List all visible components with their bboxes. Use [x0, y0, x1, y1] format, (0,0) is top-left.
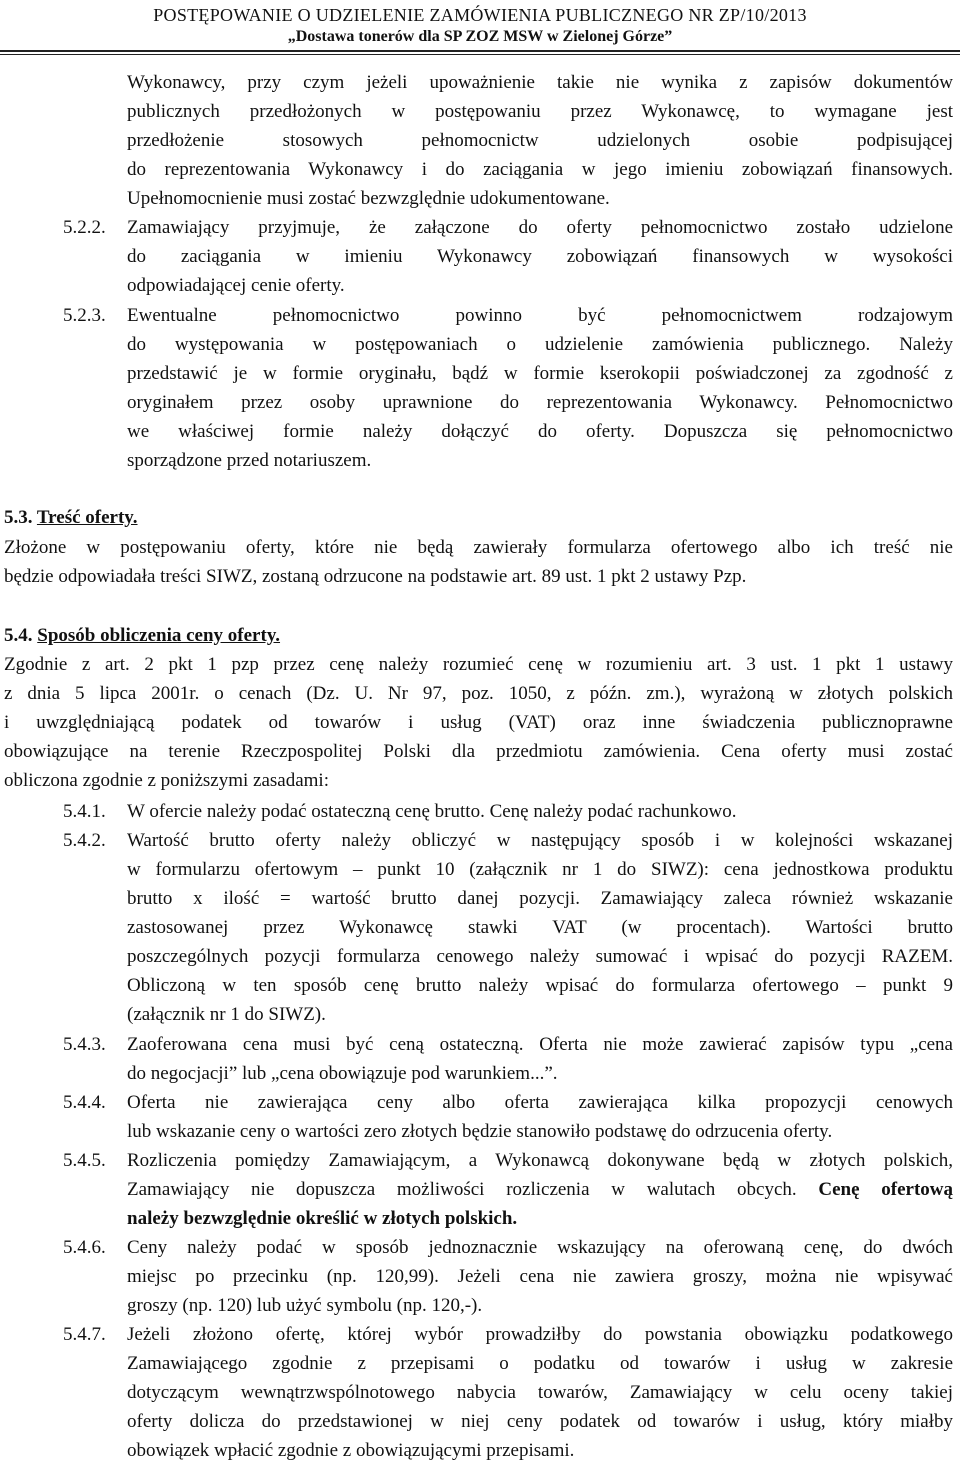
header-title: POSTĘPOWANIE O UDZIELENIE ZAMÓWIENIA PUBLICZNEGO NR ZP/10/2013 — [153, 5, 807, 25]
section-title: Treść oferty. — [36, 507, 138, 528]
section-5-4-1-text — [127, 797, 953, 826]
text-line: Zamawiającego zgodnie z przepisami o podatku od towarów i usług w zakresie — [127, 1353, 953, 1374]
section-5-4-2-text — [127, 826, 953, 1029]
section-title: Sposób obliczenia ceny oferty. — [37, 625, 281, 646]
header-subtitle: „Dostawa tonerów dla SP ZOZ MSW w Zielonej Górze” — [287, 28, 673, 45]
text-line: do negocjacji” lub „cena obowiązuje pod warunkiem...”. — [127, 1063, 558, 1084]
text-line: Ewentualne pełnomocnictwo powinno być pełnomocnictwem rodzajowym — [127, 305, 953, 326]
text-line: oryginałem przez osoby uprawnione do reprezentowania Wykonawcy. Pełnomocnictwo — [127, 392, 953, 413]
text-line: we właściwej formie należy dołączyć do oferty. Dopuszcza się pełnomocnictwo — [127, 421, 953, 442]
text-line: przedłożenie stosowych pełnomocnictw udzielonych osobie podpisującej — [127, 130, 953, 151]
section-number-5-2-3: 5.2.3. — [63, 305, 106, 326]
text-line: lub wskazanie ceny o wartości zero złotych będzie stanowiło podstawę do odrzucenia oferty. — [127, 1121, 833, 1142]
text-line: obowiązujące na terenie Rzeczpospolitej Polski dla przedmiotu zamówienia. Cena oferty musi zostać — [4, 741, 953, 762]
text-line: Jeżeli złożono ofertę, której wybór prowadziłby do powstania obowiązku podatkowego — [127, 1324, 953, 1345]
section-number-5-4-2: 5.4.2. — [63, 830, 106, 851]
text-emphasis: Cenę ofertową — [818, 1179, 953, 1200]
text-line: publicznych przedłożonych w postępowaniu przez Wykonawcę, to wymagane jest — [127, 101, 953, 122]
text-line: (załącznik nr 1 do SIWZ). — [127, 1004, 326, 1025]
section-5-4-text — [4, 650, 953, 795]
header-rule-thin — [0, 54, 960, 55]
text-line: miejsc po przecinku (np. 120,99). Jeżeli cena nie zawiera groszy, można nie wpisywać — [127, 1266, 953, 1287]
text-line — [127, 1175, 953, 1204]
text-normal: Zamawiający nie dopuszcza możliwości rozliczenia w walutach obcych. — [127, 1179, 797, 1200]
section-number-5-4-5: 5.4.5. — [63, 1150, 106, 1171]
section-number-5-4-3: 5.4.3. — [63, 1034, 106, 1055]
text-line: brutto x ilość = wartość brutto danej pozycji. Zamawiający zaleca również wskazanie — [127, 888, 953, 909]
section-5-4-6-text — [127, 1233, 953, 1320]
text-line: z dnia 5 lipca 2001r. o cenach (Dz. U. Nr 97, poz. 1050, z późn. zm.), wyrażoną w złotych polskich — [4, 683, 953, 704]
text-line: Zgodnie z art. 2 pkt 1 pzp przez cenę należy rozumieć cenę w rozumieniu art. 3 ust. 1 pkt 1 ustawy — [4, 654, 953, 675]
text-line: i uwzględniającą podatek od towarów i usług (VAT) oraz inne świadczenia publicznoprawne — [4, 712, 953, 733]
section-5-4-4-text — [127, 1088, 953, 1146]
section-number: 5.4. — [4, 625, 33, 646]
text-line: Rozliczenia pomiędzy Zamawiającym, a Wykonawcą dokonywane będą w złotych polskich, — [127, 1150, 953, 1171]
section-number-5-2-2: 5.2.2. — [63, 217, 106, 238]
text-line: Zamawiający przyjmuje, że załączone do oferty pełnomocnictwo zostało udzielone — [127, 217, 953, 238]
text-line: Wartość brutto oferty należy obliczyć w następujący sposób i w kolejności wskazanej — [127, 830, 953, 851]
text-line-emphasis: należy bezwzględnie określić w złotych polskich. — [127, 1208, 518, 1229]
text-line: sporządzone przed notariuszem. — [127, 450, 372, 471]
section-number-5-4-7: 5.4.7. — [63, 1324, 106, 1345]
section-5-2-2-text — [127, 213, 953, 300]
text-line: w formularzu ofertowym – punkt 10 (załącznik nr 1 do SIWZ): cena jednostkowa produktu — [127, 859, 953, 880]
text-line: poszczególnych pozycji formularza cenowego należy sumować i wpisać do pozycji RAZEM. — [127, 946, 953, 967]
text-line: zastosowanej przez Wykonawcę stawki VAT (w procentach). Wartości brutto — [127, 917, 953, 938]
section-5-2-3-text — [127, 301, 953, 475]
text-line: odpowiadającej cenie oferty. — [127, 275, 345, 296]
paragraph-continuation — [127, 68, 953, 213]
text-line: obowiązek wpłacić zgodnie z obowiązującymi przepisami. — [127, 1440, 575, 1461]
text-line: przedstawić je w formie oryginału, bądź w formie kserokopii poświadczonej za zgodność z — [127, 363, 953, 384]
section-5-4-7-text — [127, 1320, 953, 1465]
text-line: będzie odpowiadała treści SIWZ, zostaną odrzucone na podstawie art. 89 ust. 1 pkt 2 ustawy Pzp. — [4, 566, 747, 587]
section-5-4-5-text — [127, 1146, 953, 1233]
text-line: dotyczącym wewnątrzwspólnotowego nabycia towarów, Zamawiający w celu oceny takiej — [127, 1382, 953, 1403]
section-number: 5.3. — [4, 507, 33, 528]
text-line: do reprezentowania Wykonawcy i do zaciągania w jego imieniu zobowiązań finansowych. — [127, 159, 953, 180]
text-line: Ceny należy podać w sposób jednoznacznie wskazujący na oferowaną cenę, do dwóch — [127, 1237, 953, 1258]
section-number-5-4-6: 5.4.6. — [63, 1237, 106, 1258]
text-line: obliczona zgodnie z poniższymi zasadami: — [4, 770, 329, 791]
text-line: oferty dolicza do przedstawionej w niej ceny podatek od towarów i usług, który miałby — [127, 1411, 953, 1432]
text-line: Obliczoną w ten sposób cenę brutto należy wpisać do formularza ofertowego – punkt 9 — [127, 975, 953, 996]
text-line: Złożone w postępowaniu oferty, które nie będą zawierały formularza ofertowego albo ich treść nie — [4, 537, 953, 558]
text-line: Zaoferowana cena musi być ceną ostateczną. Oferta nie może zawierać zapisów typu „cena — [127, 1034, 953, 1055]
text-line: W ofercie należy podać ostateczną cenę brutto. Cenę należy podać rachunkowo. — [127, 801, 737, 822]
section-5-3-text — [4, 533, 953, 591]
text-line: do zaciągania w imieniu Wykonawcy zobowiązań finansowych w wysokości — [127, 246, 953, 267]
text-line: Upełnomocnienie musi zostać bezwzględnie udokumentowane. — [127, 188, 610, 209]
text-line: Wykonawcy, przy czym jeżeli upoważnienie takie nie wynika z zapisów dokumentów — [127, 72, 953, 93]
section-heading-5-4 — [4, 621, 280, 650]
text-line: do występowania w postępowaniach o udzielenie zamówienia publicznego. Należy — [127, 334, 953, 355]
header-rule-thick — [0, 50, 960, 52]
text-line: Oferta nie zawierająca ceny albo oferta zawierająca kilka propozycji cenowych — [127, 1092, 953, 1113]
section-heading-5-3 — [4, 503, 138, 532]
section-number-5-4-4: 5.4.4. — [63, 1092, 106, 1113]
page-header — [0, 4, 960, 48]
section-5-4-3-text — [127, 1030, 953, 1088]
text-line: groszy (np. 120) lub użyć symbolu (np. 120,-). — [127, 1295, 483, 1316]
section-number-5-4-1: 5.4.1. — [63, 801, 106, 822]
